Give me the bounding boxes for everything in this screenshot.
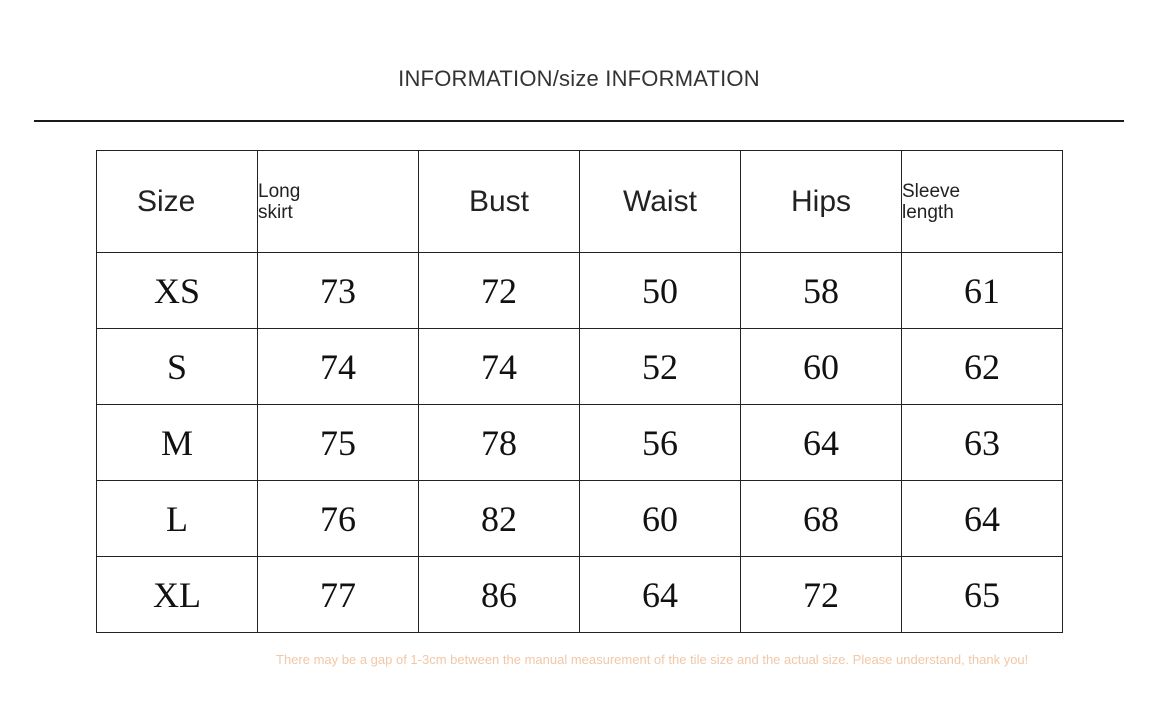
- header-long-skirt-line-2: skirt: [258, 201, 293, 223]
- header-hips: Hips: [741, 151, 902, 253]
- cell-sleeve-length: 62: [902, 329, 1063, 405]
- header-long-skirt: [258, 151, 419, 253]
- title-divider: [34, 120, 1124, 122]
- cell-long-skirt: 73: [258, 253, 419, 329]
- cell-hips: 68: [741, 481, 902, 557]
- cell-waist: 64: [580, 557, 741, 633]
- header-size: Size: [97, 151, 258, 253]
- header-waist: Waist: [580, 151, 741, 253]
- cell-waist: 50: [580, 253, 741, 329]
- cell-hips: 64: [741, 405, 902, 481]
- cell-waist: 52: [580, 329, 741, 405]
- cell-size: S: [97, 329, 258, 405]
- cell-hips: 72: [741, 557, 902, 633]
- cell-long-skirt: 77: [258, 557, 419, 633]
- table-row: [97, 481, 1063, 557]
- cell-waist: 60: [580, 481, 741, 557]
- cell-long-skirt: 75: [258, 405, 419, 481]
- measurement-disclaimer: There may be a gap of 1-3cm between the manual measurement of the tile size and the actual size. Please understand, thank you!: [276, 652, 1029, 667]
- table-header-row: [97, 151, 1063, 253]
- cell-bust: 74: [419, 329, 580, 405]
- cell-sleeve-length: 65: [902, 557, 1063, 633]
- cell-bust: 86: [419, 557, 580, 633]
- cell-bust: 82: [419, 481, 580, 557]
- header-long-skirt-line-1: Long: [258, 180, 301, 202]
- cell-sleeve-length: 63: [902, 405, 1063, 481]
- size-chart-table: [96, 150, 1063, 633]
- cell-sleeve-length: 64: [902, 481, 1063, 557]
- cell-bust: 78: [419, 405, 580, 481]
- page-title: INFORMATION/size INFORMATION: [398, 66, 760, 91]
- cell-size: M: [97, 405, 258, 481]
- cell-size: L: [97, 481, 258, 557]
- cell-hips: 60: [741, 329, 902, 405]
- cell-hips: 58: [741, 253, 902, 329]
- cell-size: XS: [97, 253, 258, 329]
- cell-long-skirt: 76: [258, 481, 419, 557]
- table-row: [97, 557, 1063, 633]
- table-row: [97, 253, 1063, 329]
- cell-size: XL: [97, 557, 258, 633]
- header-sleeve-length: [902, 151, 1063, 253]
- header-bust: Bust: [419, 151, 580, 253]
- header-sleeve-length-line-1: Sleeve: [902, 180, 961, 202]
- cell-long-skirt: 74: [258, 329, 419, 405]
- table-row: [97, 405, 1063, 481]
- cell-bust: 72: [419, 253, 580, 329]
- header-sleeve-length-line-2: length: [902, 201, 954, 223]
- table-row: [97, 329, 1063, 405]
- cell-waist: 56: [580, 405, 741, 481]
- cell-sleeve-length: 61: [902, 253, 1063, 329]
